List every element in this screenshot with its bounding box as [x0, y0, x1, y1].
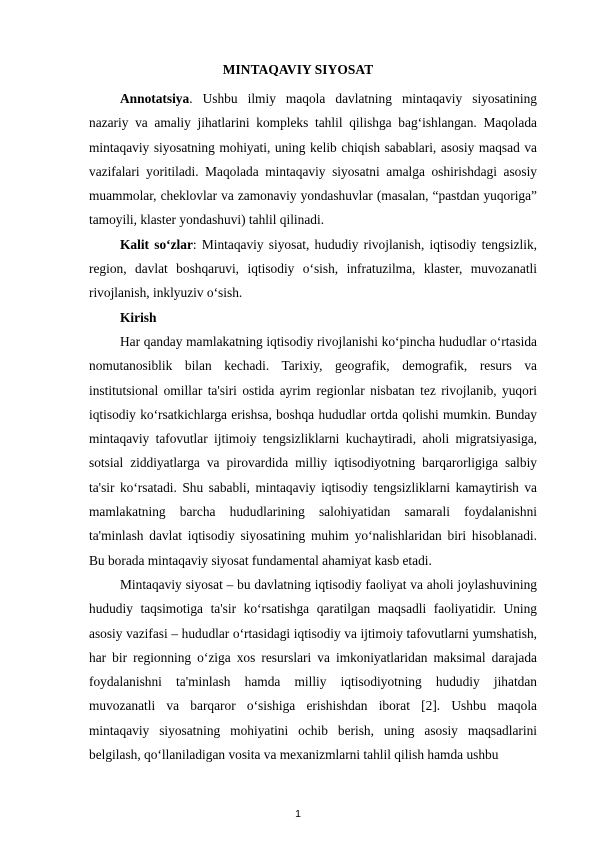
page-title: MINTAQAVIY SIYOSAT — [222, 62, 374, 77]
keywords-text: : Mintaqaviy siyosat, hududiy rivojlanish, iqtisodiy tengsizlik, region, davlat boshqaruvi, iqtisodiy oʻsish, infratuzilma, klaster, muvozanatli rivojlanish, inklyuziv oʻsish. — [89, 236, 538, 301]
keywords-label: Kalit soʻzlar — [120, 236, 193, 252]
body-paragraph: Har qanday mamlakatning iqtisodiy rivojlanishi koʻpincha hududlar oʻrtasida nomutanosiblik bilan kechadi. Tarixiy, geografik, demografik, resurs va institutsional omillar ta'siri ostida ayrim regionlar nisbatan tez rivojlanib, yuqori iqtisodiy koʻrsatkichlarga erishsa, boshqa hududlar ortda qolishi mumkin. Bunday mintaqaviy tafovutlar ijtimoiy tengsizliklarni kuchaytiradi, aholi migratsiyasiga, sotsial ziddiyatlarga va pirovardida milliy iqtisodiyotning barqarorligiga salbiy ta'sir koʻrsatadi. Shu sababli, mintaqaviy iqtisodiy tengsizliklarni kamaytirish va mamlakatning barcha hududlarining salohiyatidan samarali foydalanishni ta'minlash davlat iqtisodiy siyosatining muhim yoʻnalishlaridan biri hisoblanadi. Bu borada mintaqaviy siyosat fundamental ahamiyat kasb etadi. — [89, 333, 537, 568]
body-paragraph: Mintaqaviy siyosat – bu davlatning iqtisodiy faoliyat va aholi joylashuvining hududiy taqsimotiga ta'sir koʻrsatishga qaratilgan maqsadli faoliyatidir. Uning asosiy vazifasi – hududlar oʻrtasidagi iqtisodiy va ijtimoiy tafovutlarni yumshatish, har bir regionning oʻziga xos resurslari va imkoniyatlaridan maksimal darajada foydalanishni ta'minlash hamda milliy iqtisodiyotning hududiy jihatdan muvozanatli va barqaror oʻsishiga erishishdan iborat [2]. Ushbu maqola mintaqaviy siyosatning mohiyatini ochib berish, uning asosiy maqsadlarini belgilash, qoʻllaniladigan vosita va mexanizmlarni tahlil qilish hamda ushbu — [89, 576, 537, 763]
intro-heading: Kirish — [120, 309, 157, 325]
keywords-paragraph — [89, 233, 537, 306]
annotation-label: Annotatsiya — [120, 91, 190, 106]
annotation-text: . Ushbu ilmiy maqola davlatning mintaqaviy siyosatining nazariy va amaliy jihatlarini kompleks tahlil qilishga bagʻishlangan. Maqolada mintaqaviy siyosatning mohiyati, uning kelib chiqish sabablari, asosiy maqsad va vazifalari yoritiladi. Maqolada mintaqaviy siyosatni amalga oshirishdagi asosiy muammolar, cheklovlar va zamonaviy yondashuvlar (masalan, “pastdan yuqoriga” tamoyili, klaster yondashuvi) tahlil qilinadi. — [89, 91, 537, 228]
annotation-paragraph — [89, 87, 537, 233]
article-body — [89, 87, 537, 767]
page-number: 1 — [295, 808, 301, 820]
